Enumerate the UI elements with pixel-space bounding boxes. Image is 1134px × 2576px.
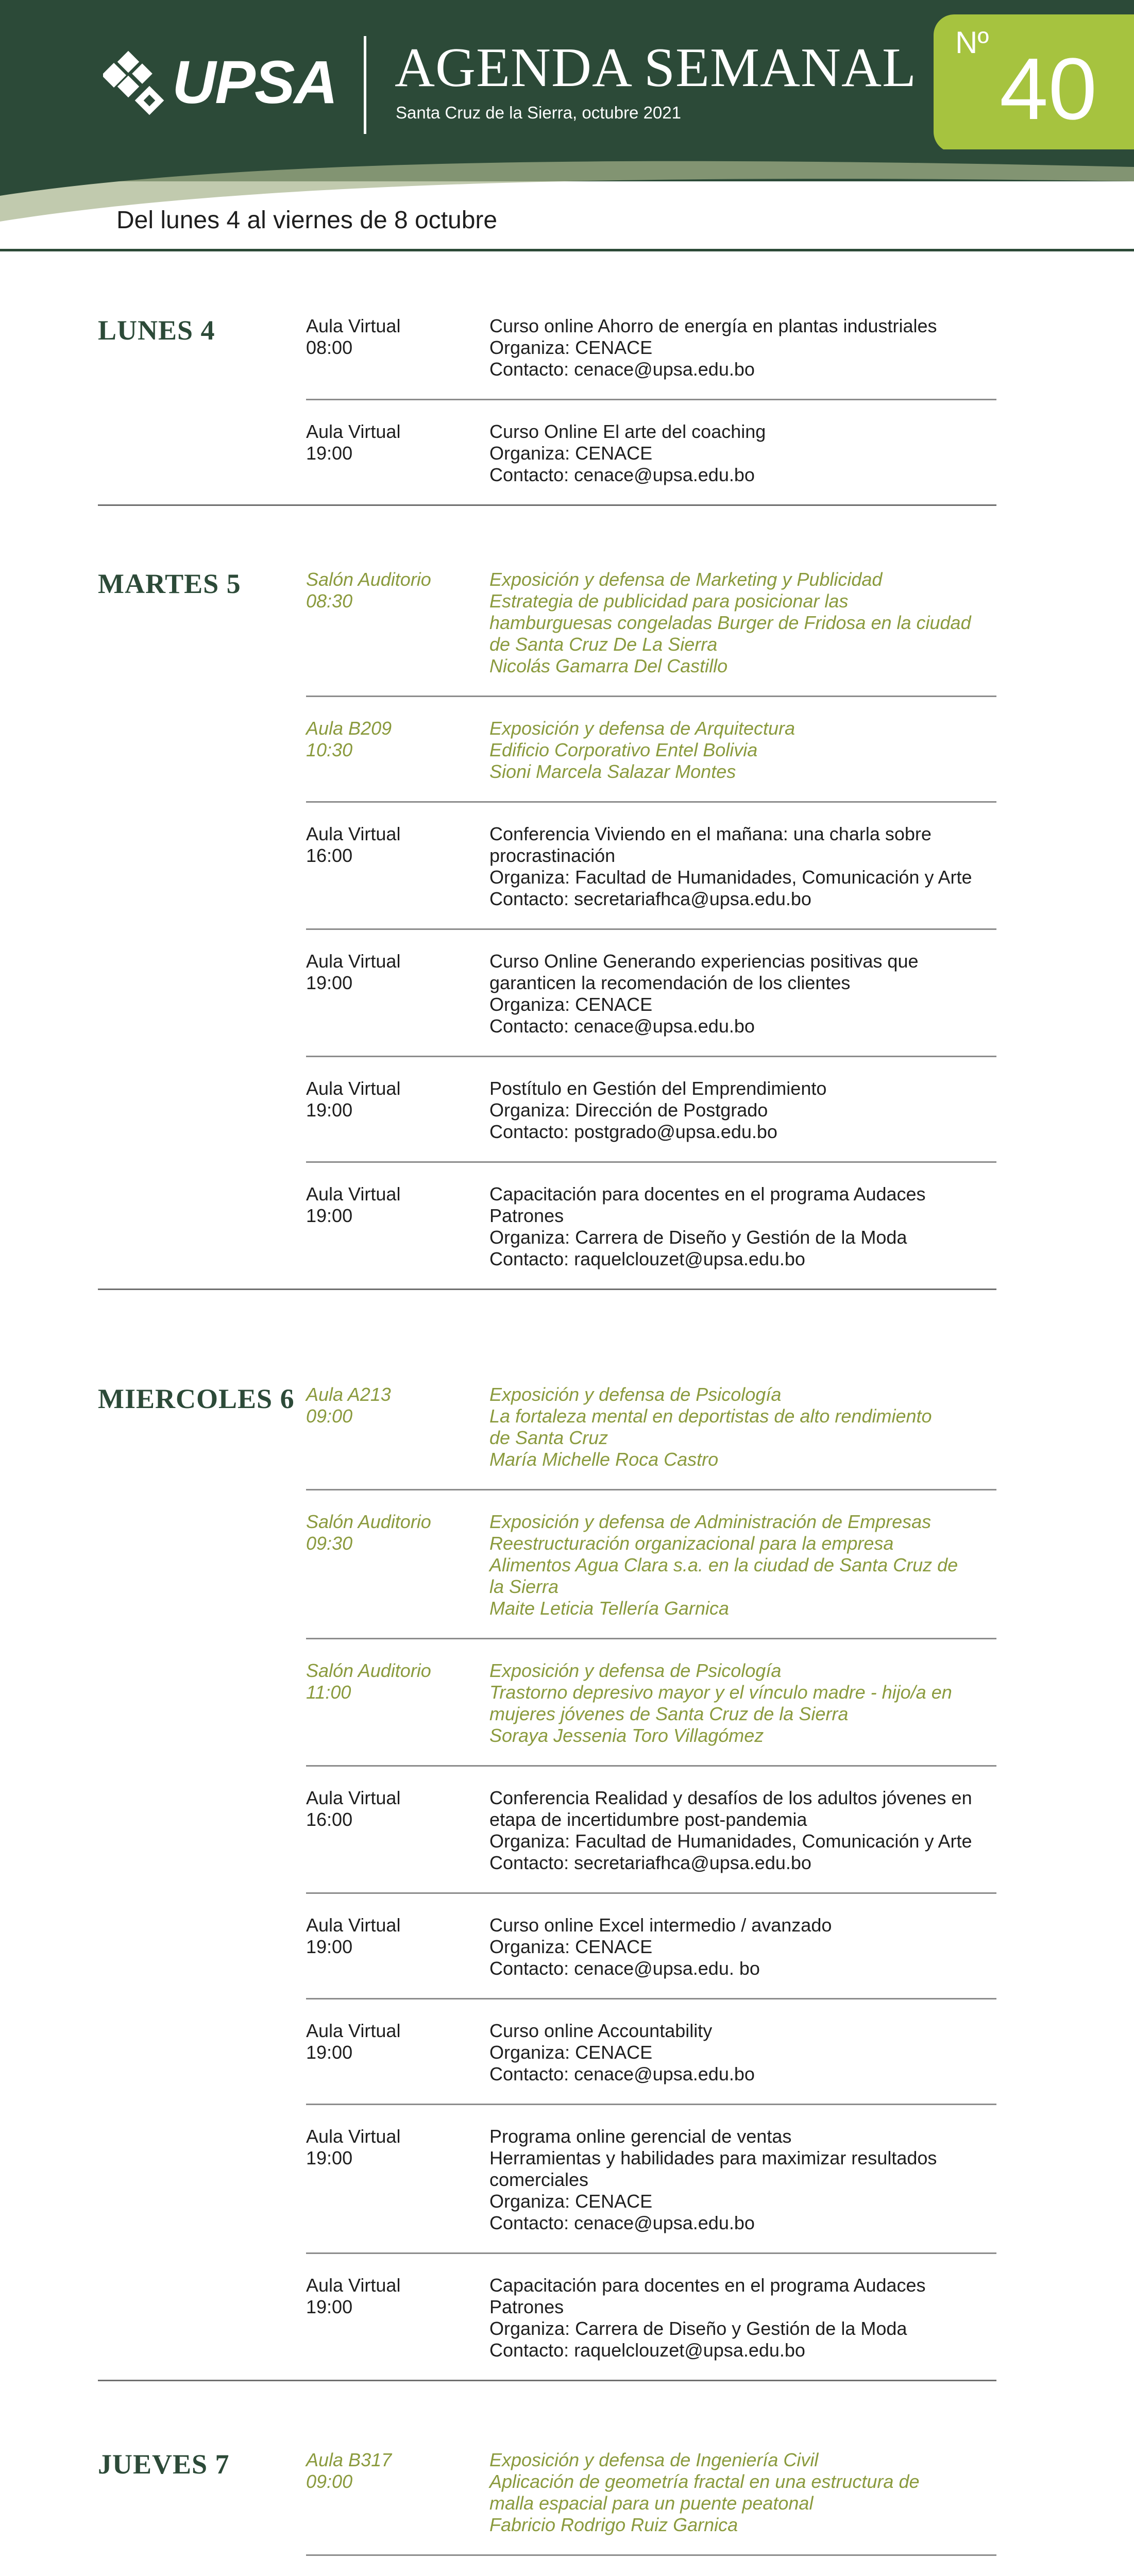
agenda-event: [306, 1767, 996, 1892]
event-detail-line: Organiza: Carrera de Diseño y Gestión de la Moda: [489, 1227, 907, 1248]
event-detail-line: Curso online Ahorro de energía en plantas industriales: [489, 315, 937, 336]
event-detail-line: Herramientas y habilidades para maximizar resultados: [489, 2147, 937, 2168]
event-location-time: [306, 2275, 476, 2318]
event-location-time: [306, 823, 476, 867]
event-detail-line: Soraya Jessenia Toro Villagómez: [489, 1725, 764, 1746]
event-details: [489, 421, 996, 486]
event-detail-line: Exposición y defensa de Psicología: [489, 1660, 782, 1681]
event-place-line: 19:00: [306, 443, 353, 464]
event-place-line: Salón Auditorio: [306, 1511, 431, 1532]
event-detail-line: Edificio Corporativo Entel Bolivia: [489, 739, 758, 760]
event-detail-line: Organiza: Facultad de Humanidades, Comunicación y Arte: [489, 1831, 972, 1852]
event-location-time: [306, 421, 476, 464]
event-detail-line: Patrones: [489, 2296, 564, 2317]
event-detail-line: Conferencia Viviendo en el mañana: una charla sobre: [489, 823, 932, 844]
event-detail-line: Organiza: Dirección de Postgrado: [489, 1099, 768, 1121]
event-place-line: Aula Virtual: [306, 315, 401, 336]
event-location-time: [306, 1787, 476, 1831]
agenda-event: [306, 1057, 996, 1161]
agenda-event: [306, 1490, 996, 1638]
event-detail-line: malla espacial para un puente peatonal: [489, 2493, 814, 2514]
event-location-time: [306, 1660, 476, 1703]
event-place-line: Aula Virtual: [306, 2126, 401, 2147]
event-place-line: 19:00: [306, 1205, 353, 1226]
event-place-line: 19:00: [306, 1936, 353, 1957]
event-detail-line: Curso online Accountability: [489, 2020, 713, 2041]
event-detail-line: Capacitación para docentes en el programa Audaces: [489, 2275, 926, 2296]
event-details: [489, 1078, 996, 1143]
event-place-line: Aula A213: [306, 1384, 391, 1405]
upsa-logo: [103, 41, 340, 124]
day-section: [0, 506, 1134, 1290]
event-details: [489, 1787, 996, 1874]
event-detail-line: La fortaleza mental en deportistas de alto rendimiento: [489, 1405, 932, 1427]
event-place-line: 08:00: [306, 337, 353, 358]
event-place-line: 19:00: [306, 2147, 353, 2168]
agenda-event: [306, 521, 996, 696]
event-details: [489, 2449, 996, 2536]
issue-label: Nº: [955, 25, 989, 60]
agenda-event: [306, 1894, 996, 1998]
week-range: Del lunes 4 al viernes de 8 octubre: [116, 207, 498, 234]
day-section: [0, 1290, 1134, 2381]
event-place-line: Aula Virtual: [306, 1183, 401, 1205]
agenda-event: [306, 1999, 996, 2104]
event-detail-line: Organiza: CENACE: [489, 337, 653, 358]
event-detail-line: Sioni Marcela Salazar Montes: [489, 761, 736, 782]
day-name: JUEVES 7: [98, 2449, 230, 2480]
agenda-event: [306, 930, 996, 1056]
event-detail-line: Maite Leticia Tellería Garnica: [489, 1598, 729, 1619]
event-detail-line: hamburguesas congeladas Burger de Fridosa en la ciudad: [489, 612, 971, 633]
agenda-event: [306, 268, 996, 399]
event-detail-line: Contacto: secretariafhca@upsa.edu.bo: [489, 888, 811, 909]
agenda-event: [306, 2556, 996, 2576]
event-details: [489, 569, 996, 677]
upsa-emblem-icon: [103, 49, 165, 116]
agenda-event: [306, 2105, 996, 2252]
event-detail-line: etapa de incertidumbre post-pandemia: [489, 1809, 807, 1830]
event-detail-line: Organiza: CENACE: [489, 994, 653, 1015]
event-place-line: 16:00: [306, 845, 353, 866]
event-detail-line: de Santa Cruz: [489, 1427, 608, 1448]
agenda-event: [306, 1639, 996, 1765]
issue-badge: [934, 14, 1134, 152]
event-place-line: Aula Virtual: [306, 1078, 401, 1099]
event-detail-line: Contacto: secretariafhca@upsa.edu.bo: [489, 1852, 811, 1873]
day-name: LUNES 4: [98, 315, 215, 346]
event-place-line: 19:00: [306, 2296, 353, 2317]
event-place-line: 19:00: [306, 1099, 353, 1121]
event-details: [489, 718, 996, 783]
page-subtitle: Santa Cruz de la Sierra, octubre 2021: [396, 103, 681, 122]
event-details: [489, 1183, 996, 1270]
event-location-time: [306, 1914, 476, 1958]
event-place-line: Aula B317: [306, 2449, 392, 2470]
event-detail-line: Trastorno depresivo mayor y el vínculo madre - hijo/a en: [489, 1682, 952, 1703]
event-location-time: [306, 1384, 476, 1427]
event-place-line: Aula Virtual: [306, 2020, 401, 2041]
event-place-line: 09:00: [306, 1405, 353, 1427]
event-detail-line: Contacto: cenace@upsa.edu.bo: [489, 2212, 755, 2233]
event-detail-line: Contacto: raquelclouzet@upsa.edu.bo: [489, 1248, 805, 1269]
event-details: [489, 1511, 996, 1619]
event-place-line: Aula Virtual: [306, 951, 401, 972]
agenda-event: [306, 1336, 996, 1489]
event-detail-line: Curso online Excel intermedio / avanzado: [489, 1914, 832, 1936]
event-place-line: Aula B209: [306, 718, 392, 739]
event-details: [489, 1384, 996, 1470]
event-place-line: Aula Virtual: [306, 2275, 401, 2296]
event-detail-line: Exposición y defensa de Arquitectura: [489, 718, 796, 739]
week-divider: [0, 249, 1134, 251]
event-detail-line: Contacto: cenace@upsa.edu.bo: [489, 1015, 755, 1037]
event-details: [489, 1660, 996, 1747]
event-details: [489, 2020, 996, 2085]
event-detail-line: Organiza: Carrera de Diseño y Gestión de la Moda: [489, 2318, 907, 2339]
event-detail-line: María Michelle Roca Castro: [489, 1449, 719, 1470]
event-detail-line: Aplicación de geometría fractal en una estructura de: [489, 2471, 920, 2492]
event-place-line: 09:00: [306, 2471, 353, 2492]
agenda-event: [306, 2254, 996, 2380]
event-detail-line: Patrones: [489, 1205, 564, 1226]
event-location-time: [306, 718, 476, 761]
event-place-line: 10:30: [306, 739, 353, 760]
agenda-event: [306, 2402, 996, 2554]
agenda-event: [306, 697, 996, 801]
day-name: MARTES 5: [98, 568, 241, 599]
event-detail-line: Nicolás Gamarra Del Castillo: [489, 655, 728, 676]
event-detail-line: Exposición y defensa de Marketing y Publicidad: [489, 569, 883, 590]
event-detail-line: Conferencia Realidad y desafíos de los adultos jóvenes en: [489, 1787, 972, 1808]
day-section: [0, 2381, 1134, 2576]
event-place-line: Salón Auditorio: [306, 569, 431, 590]
event-detail-line: Contacto: cenace@upsa.edu.bo: [489, 359, 755, 380]
page-title: AGENDA SEMANAL: [395, 37, 917, 98]
event-detail-line: Organiza: CENACE: [489, 2191, 653, 2212]
event-detail-line: Reestructuración organizacional para la empresa: [489, 1533, 894, 1554]
event-location-time: [306, 951, 476, 994]
event-detail-line: Contacto: cenace@upsa.edu.bo: [489, 464, 755, 485]
event-detail-line: Programa online gerencial de ventas: [489, 2126, 792, 2147]
logo-wordmark: UPSA: [172, 48, 337, 116]
event-detail-line: Estrategia de publicidad para posicionar las: [489, 590, 849, 612]
event-detail-line: Organiza: CENACE: [489, 2042, 653, 2063]
event-details: [489, 315, 996, 380]
issue-number: 40: [1000, 40, 1097, 138]
event-place-line: Salón Auditorio: [306, 1660, 431, 1681]
agenda-event: [306, 1163, 996, 1289]
event-details: [489, 2275, 996, 2361]
event-details: [489, 1914, 996, 1979]
event-details: [489, 2126, 996, 2234]
event-detail-line: Capacitación para docentes en el programa Audaces: [489, 1183, 926, 1205]
event-details: [489, 951, 996, 1037]
event-location-time: [306, 2126, 476, 2169]
event-detail-line: Postítulo en Gestión del Emprendimiento: [489, 1078, 827, 1099]
event-detail-line: procrastinación: [489, 845, 616, 866]
event-place-line: 19:00: [306, 2042, 353, 2063]
event-detail-line: Exposición y defensa de Ingeniería Civil: [489, 2449, 819, 2470]
event-location-time: [306, 315, 476, 359]
event-place-line: 09:30: [306, 1533, 353, 1554]
event-location-time: [306, 2020, 476, 2063]
event-detail-line: Exposición y defensa de Psicología: [489, 1384, 782, 1405]
event-detail-line: Organiza: CENACE: [489, 443, 653, 464]
event-detail-line: la Sierra: [489, 1576, 559, 1597]
event-detail-line: Contacto: postgrado@upsa.edu.bo: [489, 1121, 777, 1142]
event-detail-line: garanticen la recomendación de los clientes: [489, 972, 851, 993]
event-detail-line: Organiza: Facultad de Humanidades, Comunicación y Arte: [489, 867, 972, 888]
event-place-line: 19:00: [306, 972, 353, 993]
event-detail-line: Curso Online Generando experiencias positivas que: [489, 951, 919, 972]
event-place-line: 11:00: [306, 1682, 351, 1703]
event-place-line: Aula Virtual: [306, 1787, 401, 1808]
event-place-line: 16:00: [306, 1809, 353, 1830]
day-name: MIERCOLES 6: [98, 1383, 295, 1414]
event-location-time: [306, 1511, 476, 1554]
event-detail-line: Organiza: CENACE: [489, 1936, 653, 1957]
event-details: [489, 823, 996, 910]
event-place-line: Aula Virtual: [306, 421, 401, 442]
event-location-time: [306, 569, 476, 612]
event-detail-line: Fabricio Rodrigo Ruiz Garnica: [489, 2514, 738, 2535]
event-location-time: [306, 1078, 476, 1121]
day-section: [0, 258, 1134, 506]
event-detail-line: Contacto: cenace@upsa.edu. bo: [489, 1958, 760, 1979]
agenda-event: [306, 400, 996, 504]
event-place-line: Aula Virtual: [306, 823, 401, 844]
event-detail-line: Contacto: raquelclouzet@upsa.edu.bo: [489, 2340, 805, 2361]
agenda-list: [0, 258, 1134, 2576]
event-detail-line: comerciales: [489, 2169, 589, 2190]
event-detail-line: mujeres jóvenes de Santa Cruz de la Sierra: [489, 1703, 849, 1724]
event-location-time: [306, 1183, 476, 1227]
event-detail-line: de Santa Cruz De La Sierra: [489, 634, 718, 655]
event-detail-line: Alimentos Agua Clara s.a. en la ciudad de Santa Cruz de: [489, 1554, 958, 1575]
event-place-line: 08:30: [306, 590, 353, 612]
event-detail-line: Contacto: cenace@upsa.edu.bo: [489, 2063, 755, 2084]
event-detail-line: Curso Online El arte del coaching: [489, 421, 766, 442]
week-range-bar: [0, 195, 1134, 251]
event-detail-line: Exposición y defensa de Administración de Empresas: [489, 1511, 932, 1532]
event-location-time: [306, 2449, 476, 2493]
event-place-line: Aula Virtual: [306, 1914, 401, 1936]
header-divider: [364, 36, 366, 134]
agenda-event: [306, 803, 996, 928]
